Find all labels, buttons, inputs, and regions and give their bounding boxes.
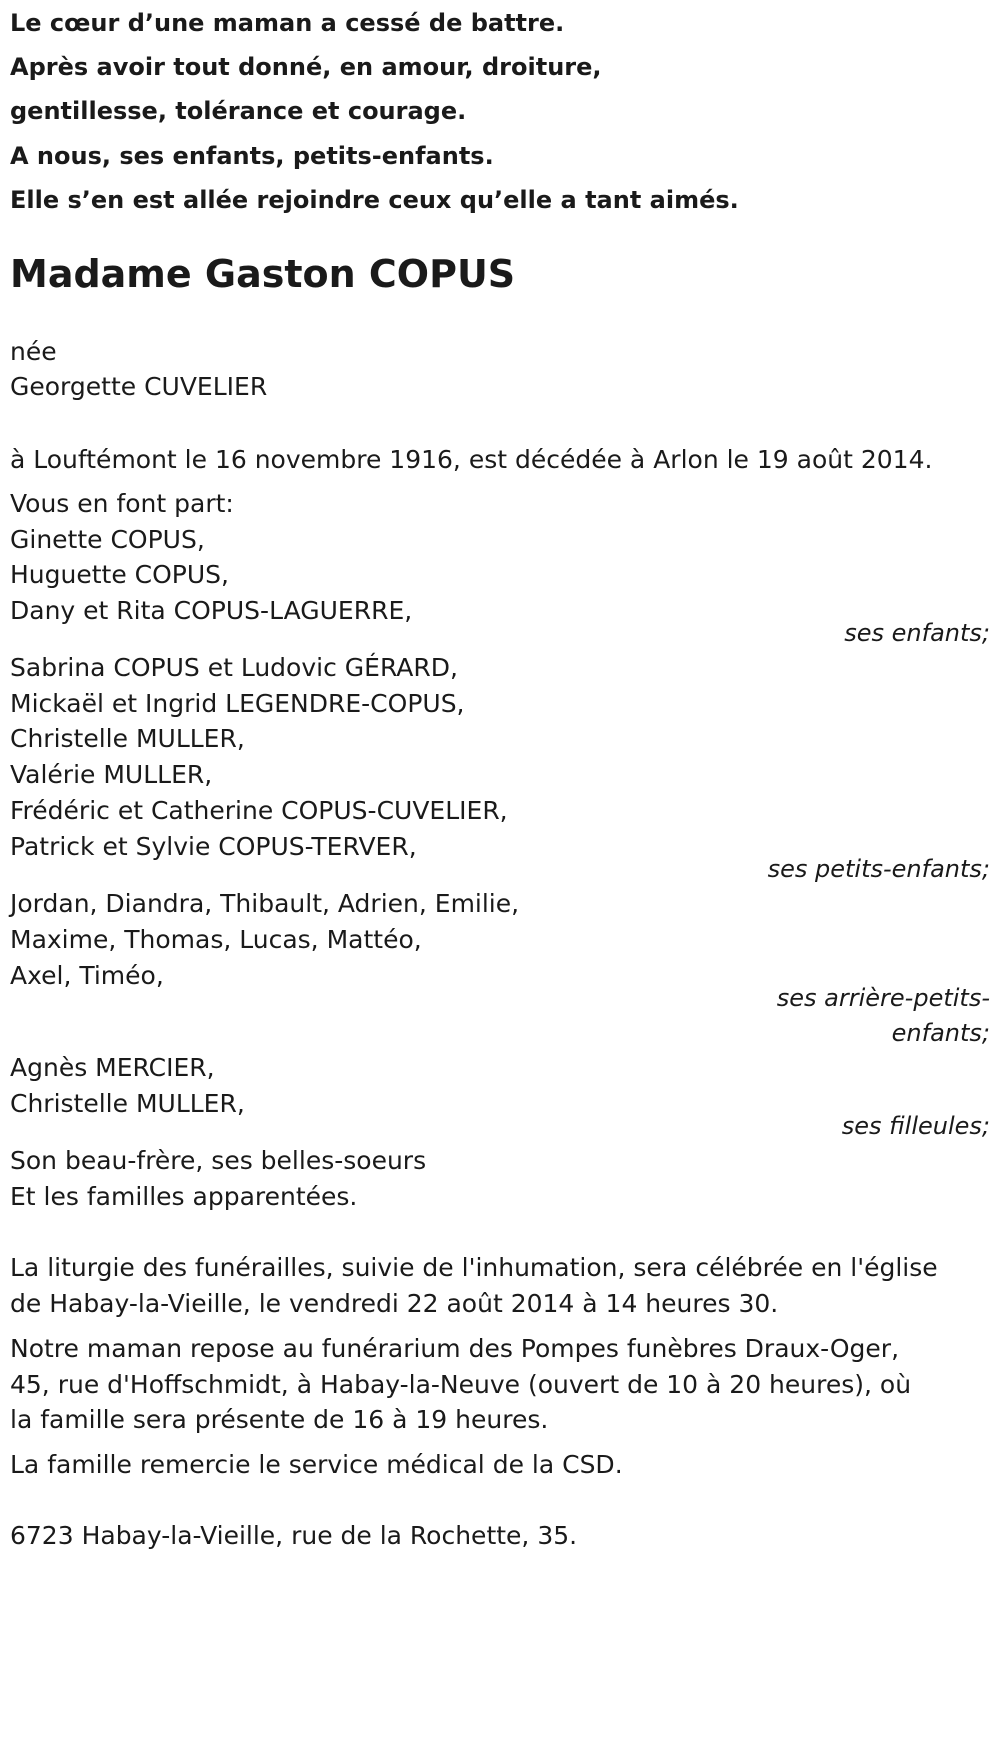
intro-line: Elle s’en est allée rejoindre ceux qu’elle a tant aimés. — [10, 186, 739, 214]
intro-line: gentillesse, tolérance et courage. — [10, 97, 467, 125]
liturgy-text: de Habay-la-Vieille, le vendredi 22 août 2014 à 14 heures 30. — [10, 1289, 779, 1318]
announcement-lead: Vous en font part: — [10, 489, 234, 518]
funerarium-text: la famille sera présente de 16 à 19 heures. — [10, 1405, 549, 1434]
grandchildren-role: ses petits-enfants; — [767, 855, 990, 883]
great-grandchildren-names: Jordan, Diandra, Thibault, Adrien, Emilie, — [10, 889, 520, 918]
thanks-text: La famille remercie le service médical de la CSD. — [10, 1450, 623, 1479]
birth-death-text: à Louftémont le 16 novembre 1916, est décédée à Arlon le 19 août 2014. — [10, 445, 933, 474]
family-line: Son beau-frère, ses belles-soeurs — [10, 1146, 427, 1175]
address-text: 6723 Habay-la-Vieille, rue de la Rochette, 35. — [10, 1521, 578, 1550]
great-grandchildren-role: enfants; — [891, 1019, 990, 1047]
great-grandchildren-names: Maxime, Thomas, Lucas, Mattéo, — [10, 925, 422, 954]
grandchild-name: Christelle MULLER, — [10, 724, 245, 753]
child-name: Ginette COPUS, — [10, 525, 205, 554]
liturgy-text: La liturgie des funérailles, suivie de l'inhumation, sera célébrée en l'église — [10, 1253, 938, 1282]
child-name: Dany et Rita COPUS-LAGUERRE, — [10, 596, 413, 625]
great-grandchildren-names: Axel, Timéo, — [10, 961, 164, 990]
grandchild-name: Sabrina COPUS et Ludovic GÉRARD, — [10, 653, 458, 682]
child-name: Huguette COPUS, — [10, 560, 229, 589]
children-role: ses enfants; — [844, 619, 990, 647]
family-line: Et les familles apparentées. — [10, 1182, 358, 1211]
nee-label: née — [10, 337, 57, 366]
goddaughter-name: Agnès MERCIER, — [10, 1053, 215, 1082]
grandchild-name: Mickaël et Ingrid LEGENDRE-COPUS, — [10, 689, 465, 718]
intro-line: Le cœur d’une maman a cessé de battre. — [10, 9, 565, 37]
maiden-name: Georgette CUVELIER — [10, 372, 268, 401]
grandchild-name: Valérie MULLER, — [10, 760, 213, 789]
great-grandchildren-role: ses arrière-petits- — [776, 984, 990, 1012]
grandchild-name: Frédéric et Catherine COPUS-CUVELIER, — [10, 796, 508, 825]
intro-line: A nous, ses enfants, petits-enfants. — [10, 142, 494, 170]
goddaughters-role: ses filleules; — [841, 1112, 990, 1140]
funerarium-text: 45, rue d'Hoffschmidt, à Habay-la-Neuve (ouvert de 10 à 20 heures), où — [10, 1370, 912, 1399]
deceased-name: Madame Gaston COPUS — [10, 252, 516, 296]
grandchild-name: Patrick et Sylvie COPUS-TERVER, — [10, 832, 417, 861]
intro-line: Après avoir tout donné, en amour, droiture, — [10, 53, 602, 81]
goddaughter-name: Christelle MULLER, — [10, 1089, 245, 1118]
funerarium-text: Notre maman repose au funérarium des Pompes funèbres Draux-Oger, — [10, 1334, 900, 1363]
